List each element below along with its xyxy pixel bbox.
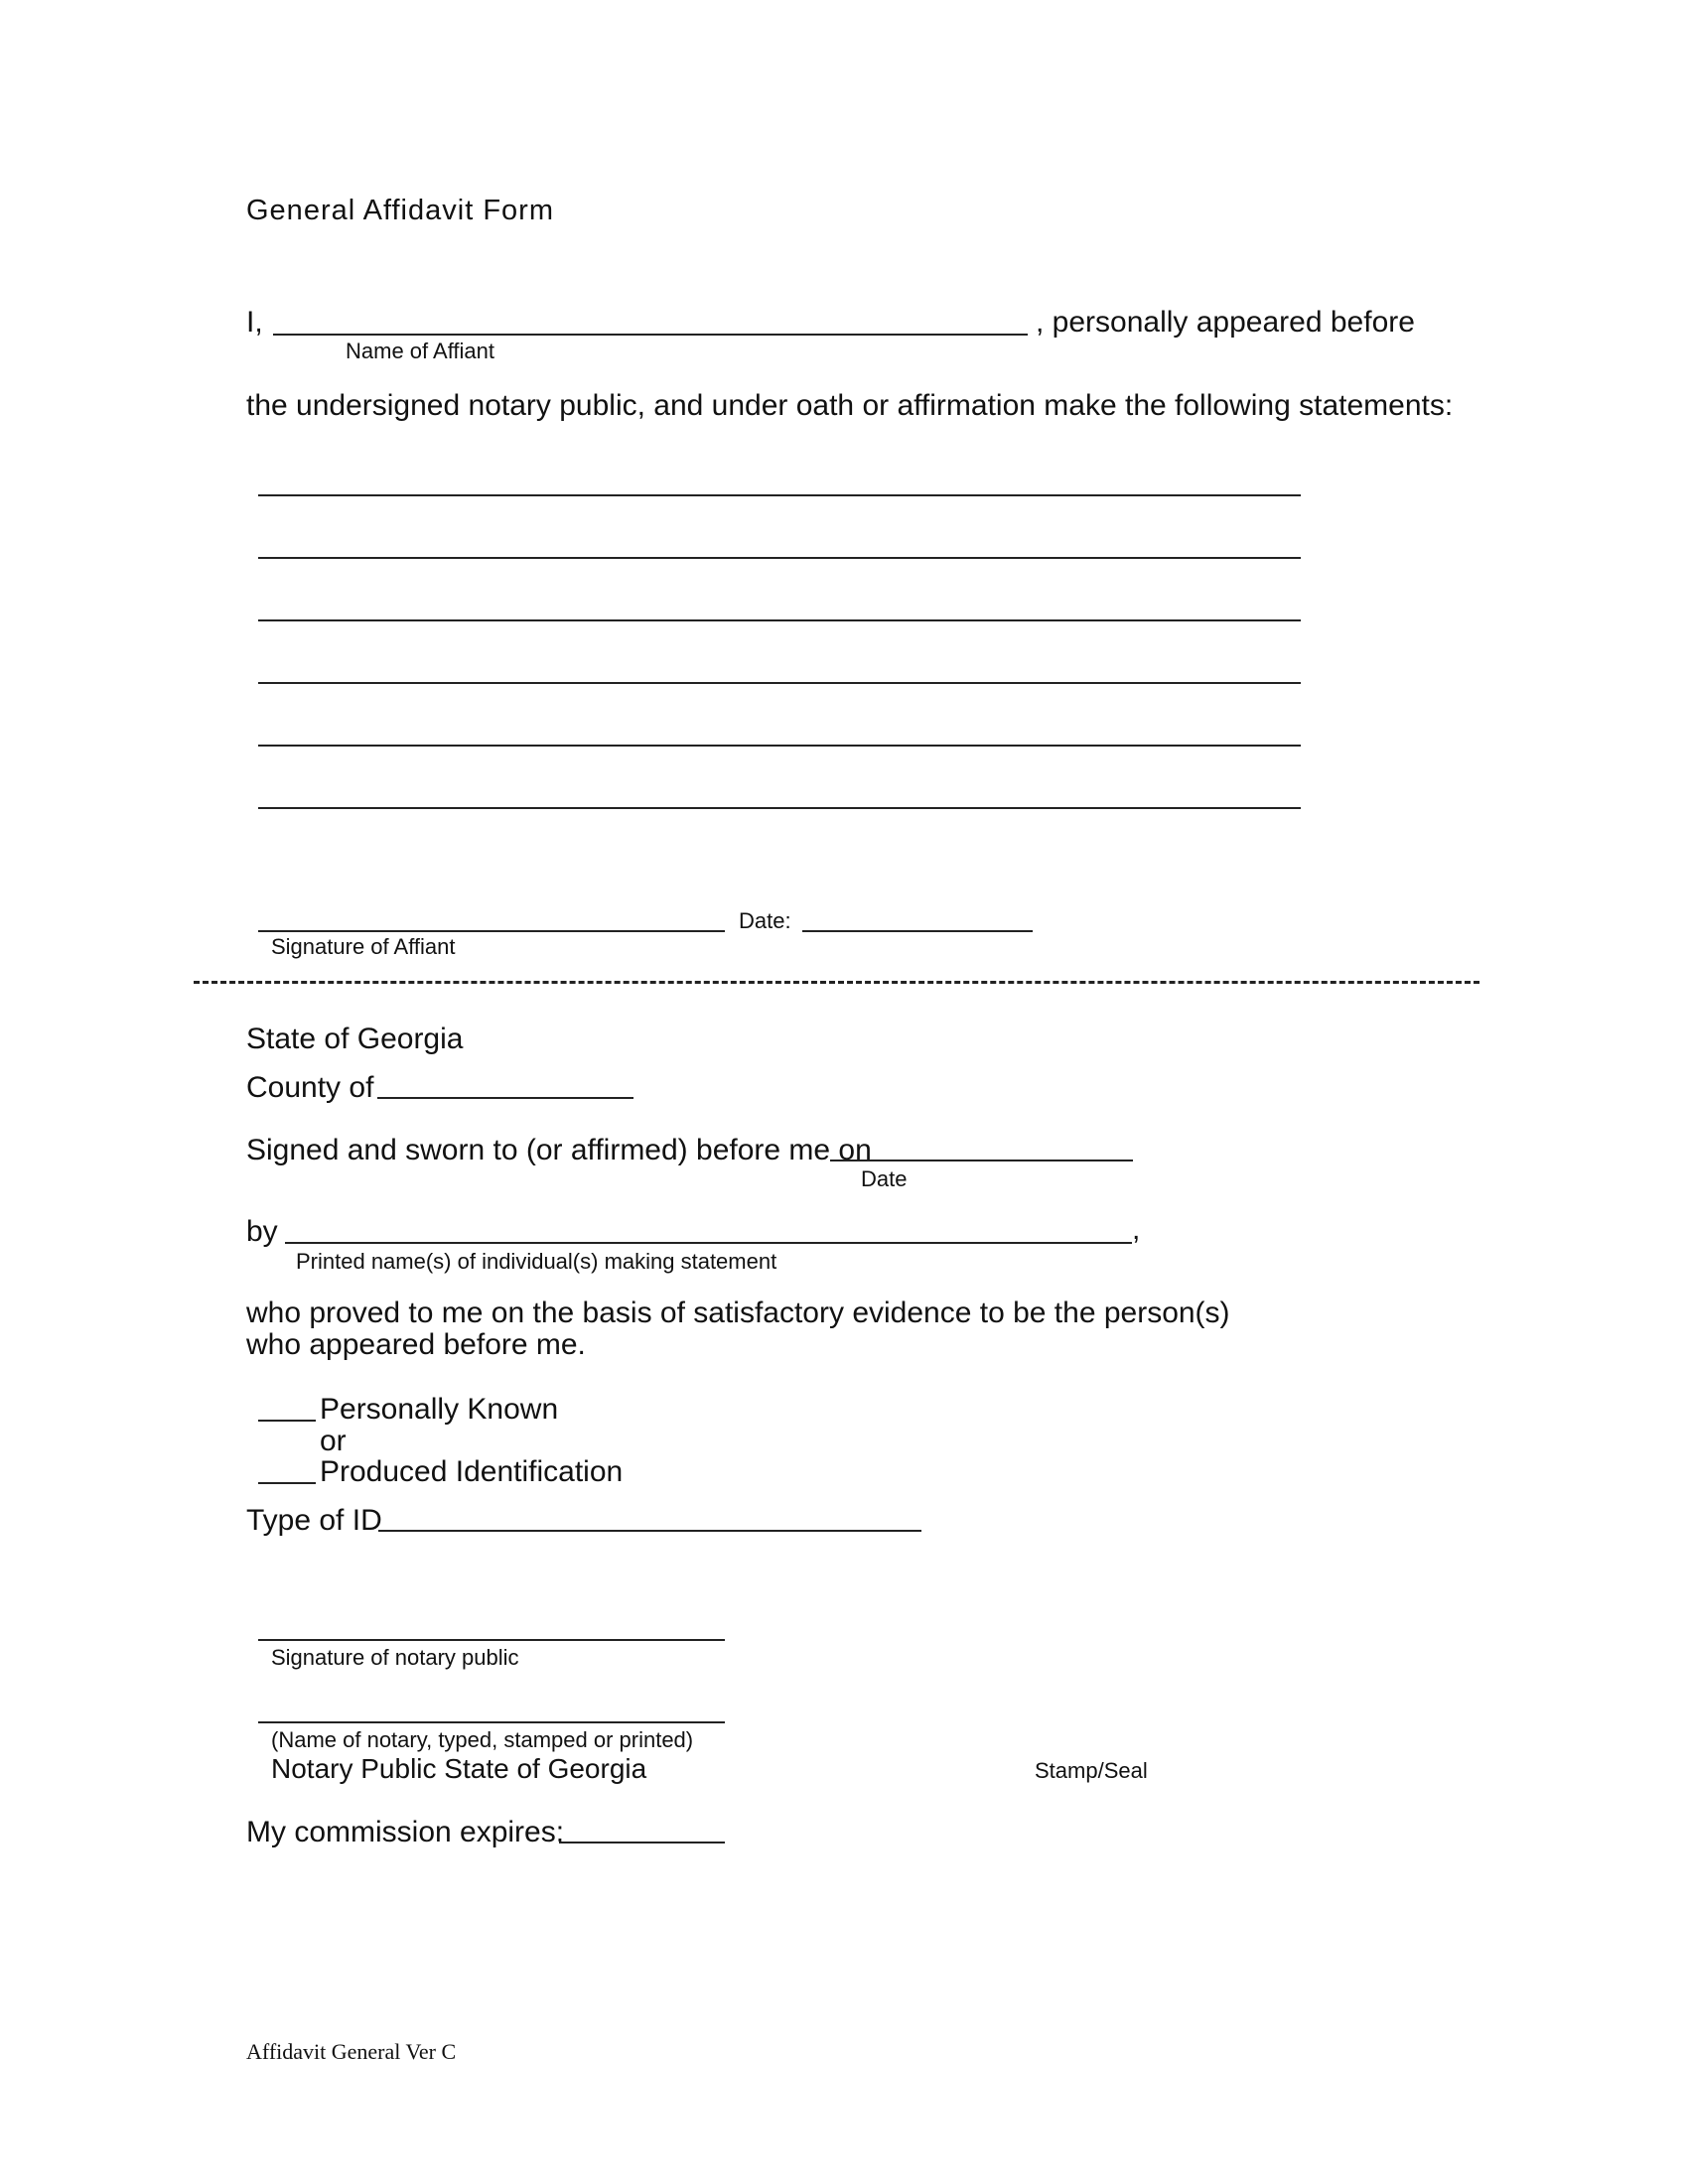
notary-name-field[interactable] [258,1721,725,1723]
by-label: by [246,1215,278,1248]
affiant-prefix: I, [246,306,263,339]
affiant-suffix: , personally appeared before [1036,306,1415,339]
page-title: General Affidavit Form [246,195,554,226]
sworn-date-field[interactable] [830,1160,1133,1161]
affiant-date-field[interactable] [802,930,1033,932]
notary-name-caption: (Name of notary, typed, stamped or printed) [271,1727,694,1752]
county-field[interactable] [377,1097,633,1099]
sworn-date-caption: Date [861,1166,908,1191]
produced-id-label: Produced Identification [320,1455,624,1488]
notary-title: Notary Public State of Georgia [271,1753,647,1784]
notary-signature-caption: Signature of notary public [271,1645,519,1670]
statement-line-5[interactable] [258,745,1301,747]
type-of-id-field[interactable] [378,1530,921,1532]
produced-id-checkbox[interactable] [258,1482,316,1484]
printed-names-caption: Printed name(s) of individual(s) making statement [296,1249,777,1274]
stamp-seal-label: Stamp/Seal [1035,1758,1148,1783]
county-label: County of [246,1071,374,1104]
state-heading: State of Georgia [246,1023,464,1055]
statement-intro: the undersigned notary public, and under oath or affirmation make the following statements: [246,389,1454,422]
personally-known-label: Personally Known [320,1393,559,1426]
date-label: Date: [739,908,791,933]
section-divider [194,981,1479,984]
affiant-name-field[interactable] [273,334,1028,336]
personally-known-checkbox[interactable] [258,1420,316,1422]
statement-line-4[interactable] [258,682,1301,684]
commission-label: My commission expires: [246,1816,565,1848]
affiant-name-caption: Name of Affiant [346,339,495,363]
affiant-signature-field[interactable] [258,930,725,932]
statement-line-3[interactable] [258,619,1301,621]
printed-names-field[interactable] [285,1242,1132,1244]
sworn-statement: Signed and sworn to (or affirmed) before me on [246,1134,872,1166]
statement-line-1[interactable] [258,494,1301,496]
evidence-line-1: who proved to me on the basis of satisfactory evidence to be the person(s) [246,1297,1230,1329]
affiant-signature-caption: Signature of Affiant [271,934,456,959]
notary-signature-field[interactable] [258,1639,725,1641]
type-of-id-label: Type of ID [246,1504,382,1537]
statement-line-2[interactable] [258,557,1301,559]
commission-date-field[interactable] [559,1842,725,1843]
or-label: or [320,1425,347,1457]
evidence-line-2: who appeared before me. [246,1328,586,1361]
statement-line-6[interactable] [258,807,1301,809]
footer-version: Affidavit General Ver C [246,2039,457,2064]
by-comma: , [1132,1213,1141,1246]
